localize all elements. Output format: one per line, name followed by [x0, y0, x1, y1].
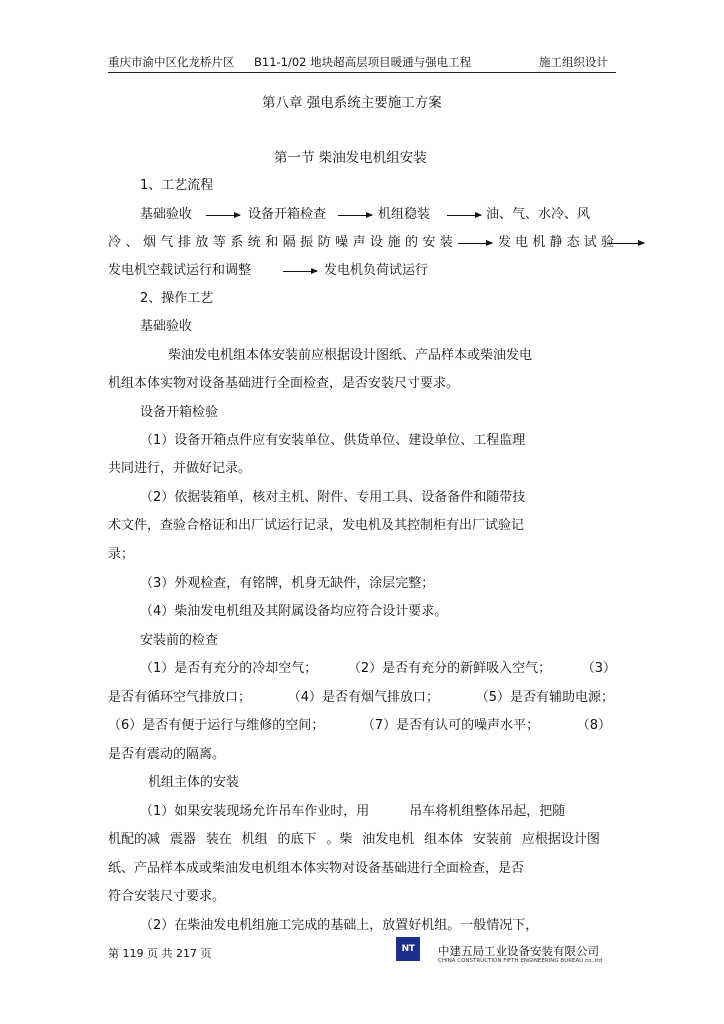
flow-step-systems-a: 油、气、水冷、风 [486, 207, 591, 222]
unpack-item-1b: 共同进行，并做好记录。 [108, 461, 252, 476]
header-location: 重庆市渝中区化龙桥片区 [108, 55, 235, 69]
main-item-2a: （2）在柴油发电机组施工完成的基础上，放置好机组。一般情况下， [140, 918, 539, 933]
flow-arrow-3 [447, 215, 481, 216]
subheading-unpack: 设备开箱检验 [140, 405, 219, 420]
company-name: 中建五局工业设备安装有限公司 [438, 944, 599, 958]
foundation-text-1: 柴油发电机组本体安装前应根据设计图纸、产品样本或柴油发电 [168, 348, 533, 363]
precheck-line-d: 是否有震动的隔离。 [108, 747, 226, 762]
precheck-line-c: （6）是否有便于运行与维修的空间； （7）是否有认可的噪声水平； （8） [108, 718, 611, 733]
unpack-item-4: （4）柴油发电机组及其附属设备均应符合设计要求。 [140, 604, 448, 619]
flow-step-foundation: 基础验收 [140, 207, 193, 222]
flow-arrow-1 [206, 215, 240, 216]
page-number: 第 119 页 共 217 页 [108, 947, 212, 960]
unpack-item-2c: 录； [108, 547, 135, 562]
subheading-main-install: 机组主体的安装 [148, 775, 240, 790]
header-project: B11-1/02 地块超高层项目暖通与强电工程 [254, 55, 472, 69]
heading-operations: 2、操作工艺 [140, 291, 214, 306]
foundation-text-2: 机组本体实物对设备基础进行全面检查，是否安装尺寸要求。 [108, 376, 460, 391]
main-item-1b: 机配的减 震器 装在 机组 的底下 。柴 油发电机 组本体 安装前 应根据设计图 [108, 832, 600, 847]
flow-arrow-5 [608, 243, 644, 244]
chapter-title: 第八章 强电系统主要施工方案 [262, 95, 442, 111]
main-item-1d: 符合安装尺寸要求。 [108, 889, 226, 904]
flow-step-no-load: 发电机空载试运行和调整 [108, 263, 252, 278]
precheck-line-b: 是否有循环空气排放口； （4）是否有烟气排放口； （5）是否有辅助电源； [108, 690, 614, 705]
flow-step-mount: 机组稳装 [378, 207, 431, 222]
flow-step-unpack: 设备开箱检查 [248, 207, 327, 222]
flow-arrow-4 [458, 243, 492, 244]
unpack-item-1a: （1）设备开箱点件应有安装单位、供货单位、建设单位、工程监理 [140, 433, 526, 448]
flow-step-static-test: 发 电 机 静 态 试 验 [498, 235, 614, 250]
precheck-line-a: （1）是否有充分的冷却空气； （2）是否有充分的新鲜吸入空气； （3） [140, 661, 616, 676]
unpack-item-3: （3）外观检查，有铭牌，机身无缺件，涂层完整； [140, 576, 435, 591]
subheading-precheck: 安装前的检查 [140, 633, 219, 648]
main-item-1a: （1）如果安装现场允许吊车作业时，用 吊车将机组整体吊起，把随 [140, 804, 566, 819]
subheading-foundation: 基础验收 [140, 319, 193, 334]
section-title: 第一节 柴油发电机组安装 [274, 150, 427, 166]
flow-arrow-2 [338, 215, 372, 216]
unpack-item-2b: 术文件，查验合格证和出厂试运行记录，发电机及其控制柜有出厂试验记 [108, 518, 525, 533]
company-logo: NT [396, 937, 420, 961]
page-header [108, 54, 616, 72]
header-doc-type: 施工组织设计 [539, 55, 608, 69]
company-name-en: CHINA CONSTRUCTION FIFTH ENGINEERING BUREAU co.,ltd [438, 958, 603, 964]
flow-step-systems-b: 冷 、 烟 气 排 放 等 系 统 和 隔 振 防 噪 声 设 施 的 安 装 [108, 235, 453, 250]
unpack-item-2a: （2）依据装箱单，核对主机、附件、专用工具、设备备件和随带技 [140, 490, 526, 505]
header-divider [108, 72, 616, 73]
flow-step-load: 发电机负荷试运行 [324, 263, 429, 278]
heading-process: 1、工艺流程 [140, 178, 214, 193]
main-item-1c: 纸、产品样本成或柴油发电机组本体实物对设备基础进行全面检查，是否 [108, 861, 525, 876]
flow-arrow-6 [283, 271, 317, 272]
